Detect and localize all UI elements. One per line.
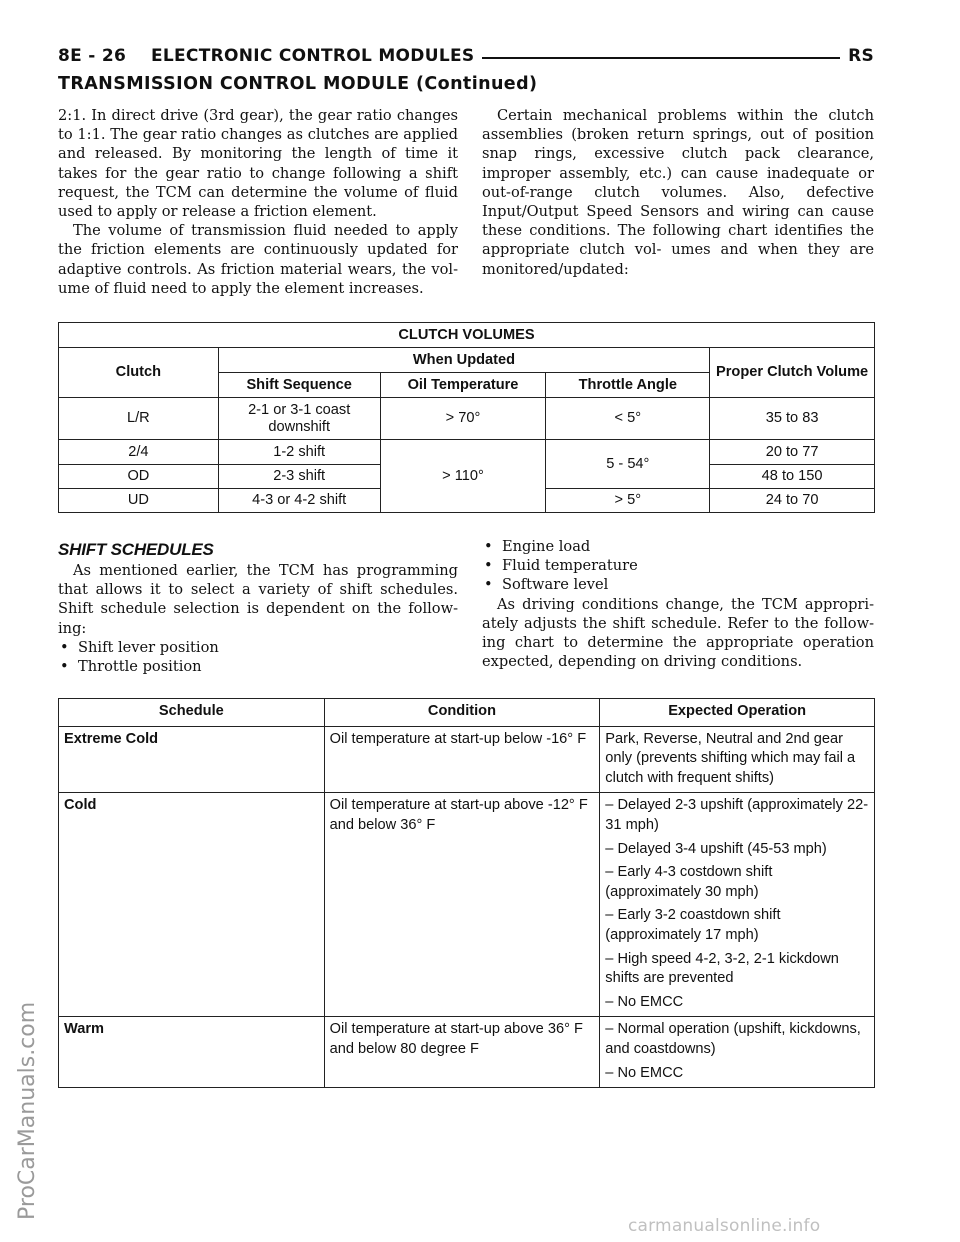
operation-line: – No EMCC <box>605 1064 684 1081</box>
shift-left-column <box>58 561 458 676</box>
cell-shift: 2-1 or 3-1 coast downshift <box>218 398 380 440</box>
intro-paragraph-3: Certain mechanical problems within the clutch assemblies (broken return springs, out of position snap rings, excessive clutch pack clearance, improper assembly, etc.) can cause inadequate or out-of-range clutch volumes. Also, defective Input/Output Speed Sensors and wiring can cause these conditions. The following chart identifies the appropriate clutch vol- umes and when they are monitored/updated: <box>482 107 874 278</box>
bullet-icon: • <box>484 576 493 594</box>
bullet-item: • Fluid temperature <box>484 557 638 575</box>
col-header-expected-operation: Expected Operation <box>600 699 875 727</box>
bullet-item: • Engine load <box>484 538 591 555</box>
table-row <box>59 1017 875 1088</box>
cell-schedule: Cold <box>59 793 325 1017</box>
table-row <box>59 440 875 465</box>
bottom-watermark: carmanualsonline.info <box>628 1216 821 1236</box>
cell-clutch: UD <box>59 489 219 513</box>
operation-line: Park, Reverse, Neutral and 2nd gear only (prevents shifting which may fail a clutch with frequent shifts) <box>605 730 856 786</box>
intro-left-column <box>58 106 458 298</box>
shift-schedule-table <box>58 698 875 1088</box>
cell-volume: 20 to 77 <box>710 440 875 465</box>
cell-oil: > 110° <box>380 440 546 513</box>
intro-right-column <box>482 106 874 279</box>
col-header-schedule: Schedule <box>59 699 325 727</box>
shift-right-column <box>482 537 874 671</box>
shift-paragraph-1: As mentioned earlier, the TCM has programming that allows it to select a variety of shift schedules. Shift schedule selection is dependent on the follow- ing: <box>58 562 458 637</box>
operation-line: – Delayed 3-4 upshift (45-53 mph) <box>605 840 827 857</box>
page-header <box>58 46 874 70</box>
col-header-when-updated: When Updated <box>218 348 709 373</box>
cell-schedule: Extreme Cold <box>59 726 325 793</box>
cell-expected <box>600 1017 875 1088</box>
cell-condition: Oil temperature at start-up above 36° F and below 80 degree F <box>324 1017 600 1088</box>
operation-line: – Early 3-2 coastdown shift (approximately 17 mph) <box>605 907 781 943</box>
cell-volume: 35 to 83 <box>710 398 875 440</box>
bullet-item: • Shift lever position <box>60 638 219 656</box>
side-watermark: ProCarManuals.com <box>15 1001 40 1220</box>
shift-paragraph-2: As driving conditions change, the TCM appropri- ately adjusts the shift schedule. Refer to the follow- ing chart to determine the appropriate operation expected, depending on driving conditions. <box>482 595 874 671</box>
cell-clutch: L/R <box>59 398 219 440</box>
operation-line: – No EMCC <box>605 993 684 1010</box>
col-header-proper-volume: Proper Clutch Volume <box>710 348 875 398</box>
table-row <box>59 793 875 1017</box>
cell-expected <box>600 793 875 1017</box>
header-model-code: RS <box>840 46 874 66</box>
table-row <box>59 398 875 440</box>
operation-line: – Normal operation (upshift, kickdowns, and coastdowns) <box>605 1021 861 1057</box>
cell-throttle: > 5° <box>546 489 710 513</box>
operation-line: – Delayed 2-3 upshift (approximately 22-31 mph) <box>605 797 869 833</box>
intro-paragraph-1: 2:1. In direct drive (3rd gear), the gear ratio changes to 1:1. The gear ratio changes as clutches are applied and released. By monitoring the length of time it takes for the gear ratio to change following a shift request, the TCM can determine the volume of fluid used to apply or release a friction element. <box>58 107 458 221</box>
col-header-condition: Condition <box>324 699 600 727</box>
cell-oil: > 70° <box>380 398 546 440</box>
cell-shift: 4-3 or 4-2 shift <box>218 489 380 513</box>
col-header-throttle-angle: Throttle Angle <box>546 373 710 398</box>
cell-shift: 1-2 shift <box>218 440 380 465</box>
cell-clutch: OD <box>59 465 219 489</box>
cell-shift: 2-3 shift <box>218 465 380 489</box>
col-header-shift-sequence: Shift Sequence <box>218 373 380 398</box>
cell-throttle: 5 - 54° <box>546 440 710 489</box>
bullet-icon: • <box>60 658 69 676</box>
intro-paragraph-2: The volume of transmission fluid needed to apply the friction elements are continuously updated for adaptive controls. As friction material wears, the vol- ume of fluid need to apply the element increases. <box>58 222 458 297</box>
bullet-item: • Throttle position <box>60 658 202 676</box>
cell-throttle: < 5° <box>546 398 710 440</box>
table-row <box>59 726 875 793</box>
cell-volume: 48 to 150 <box>710 465 875 489</box>
cell-schedule: Warm <box>59 1017 325 1088</box>
cell-condition: Oil temperature at start-up above -12° F and below 36° F <box>324 793 600 1017</box>
cell-condition: Oil temperature at start-up below -16° F <box>324 726 600 793</box>
clutch-table-title: CLUTCH VOLUMES <box>59 323 875 348</box>
cell-clutch: 2/4 <box>59 440 219 465</box>
operation-line: – Early 4-3 costdown shift (approximately 30 mph) <box>605 864 773 900</box>
bullet-item: • Software level <box>484 576 609 594</box>
header-section-title: 8E - 26 ELECTRONIC CONTROL MODULES <box>58 46 482 66</box>
cell-expected <box>600 726 875 793</box>
operation-line: – High speed 4-2, 3-2, 2-1 kickdown shifts are prevented <box>605 950 839 987</box>
col-header-oil-temperature: Oil Temperature <box>380 373 546 398</box>
shift-schedules-heading: SHIFT SCHEDULES <box>58 540 214 559</box>
bullet-icon: • <box>484 557 493 575</box>
continued-heading: TRANSMISSION CONTROL MODULE (Continued) <box>58 74 538 94</box>
bullet-icon: • <box>60 638 69 656</box>
clutch-volumes-table <box>58 322 875 513</box>
bullet-icon: • <box>484 538 493 555</box>
col-header-clutch: Clutch <box>59 348 219 398</box>
cell-volume: 24 to 70 <box>710 489 875 513</box>
